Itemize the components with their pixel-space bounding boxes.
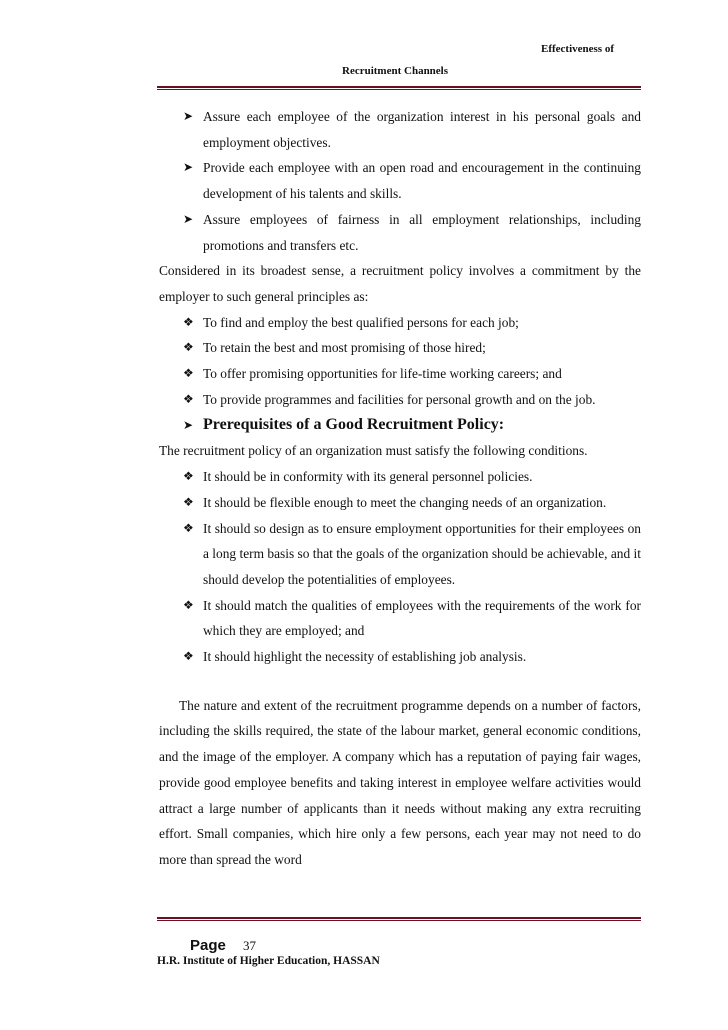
list-item bbox=[159, 335, 641, 361]
page-label: Page bbox=[190, 937, 226, 954]
spacer bbox=[159, 670, 641, 693]
paragraph: The nature and extent of the recruitment programme depends on a number of factors, including the skills required, the state of the labour market, general economic conditions, and the image of the employer. A company which has a reputation of paying fair wages, provide good employee benefits and taking interest in employee welfare activities would attract a large number of applicants than it needs without making any extra recruiting effort. Small companies, which hire only a few persons, each year may not need to do more than spread the word bbox=[159, 697, 641, 867]
section-heading-text: Prerequisites of a Good Recruitment Policy: bbox=[203, 416, 505, 434]
list-item-text: It should so design as to ensure employment opportunities for their employees on a long term basis so that the goals of the organization should be achievable, and it should develop the potentialities of employees. bbox=[203, 520, 641, 587]
list-item bbox=[159, 644, 641, 670]
list-item-text: It should match the qualities of employees with the requirements of the work for which they are employed; and bbox=[203, 597, 641, 639]
list-item bbox=[159, 593, 641, 644]
page-number: 37 bbox=[243, 938, 256, 953]
arrow-bullet-icon: ➤ bbox=[183, 160, 194, 175]
list-item-text: It should be in conformity with its general personnel policies. bbox=[203, 469, 533, 485]
list-item bbox=[159, 155, 641, 206]
header-rule bbox=[157, 86, 641, 90]
list-item bbox=[159, 490, 641, 516]
list-item bbox=[159, 361, 641, 387]
list-item-text: To retain the best and most promising of those hired; bbox=[203, 340, 486, 356]
list-item-text: To offer promising opportunities for life-time working careers; and bbox=[203, 366, 562, 382]
arrow-bullet-icon: ➤ bbox=[183, 211, 194, 226]
header-title-line1: Effectiveness of bbox=[541, 43, 615, 55]
list-item-text: It should be flexible enough to meet the changing needs of an organization. bbox=[203, 494, 607, 510]
list-item-text: Assure each employee of the organization interest in his personal goals and employment objectives. bbox=[203, 109, 641, 150]
paragraph: The recruitment policy of an organization must satisfy the following conditions. bbox=[159, 443, 588, 459]
header-title-line2: Recruitment Channels bbox=[342, 65, 449, 77]
footer-institute: H.R. Institute of Higher Education, HASSAN bbox=[157, 955, 380, 967]
diamond-bullet-icon: ❖ bbox=[183, 366, 194, 381]
list-item-text: Assure employees of fairness in all employment relationships, including promotions and transfers etc. bbox=[203, 211, 641, 253]
list-item bbox=[159, 104, 641, 155]
list-item-text: Provide each employee with an open road and encouragement in the continuing development of his talents and skills. bbox=[203, 160, 641, 202]
list-item-text: To provide programmes and facilities for personal growth and on the job. bbox=[203, 391, 596, 407]
arrow-bullet-icon: ➤ bbox=[183, 109, 194, 123]
arrow-bullet-icon: ➤ bbox=[183, 418, 194, 433]
diamond-bullet-icon: ❖ bbox=[183, 314, 194, 329]
diamond-bullet-icon: ❖ bbox=[183, 494, 194, 509]
diamond-bullet-icon: ❖ bbox=[183, 597, 194, 612]
list-item bbox=[159, 464, 641, 490]
paragraph: Considered in its broadest sense, a recruitment policy involves a commitment by the employer to such general principles as: bbox=[159, 263, 641, 304]
footer-rule bbox=[157, 917, 641, 921]
list-item bbox=[159, 387, 641, 413]
diamond-bullet-icon: ❖ bbox=[183, 520, 194, 535]
list-item-text: It should highlight the necessity of establishing job analysis. bbox=[203, 649, 527, 665]
diamond-bullet-icon: ❖ bbox=[183, 340, 194, 355]
page-content bbox=[159, 104, 641, 873]
list-item bbox=[159, 310, 641, 336]
diamond-bullet-icon: ❖ bbox=[183, 469, 194, 484]
diamond-bullet-icon: ❖ bbox=[183, 649, 194, 664]
section-heading bbox=[159, 412, 641, 438]
list-item bbox=[159, 516, 641, 593]
list-item-text: To find and employ the best qualified persons for each job; bbox=[203, 314, 519, 330]
diamond-bullet-icon: ❖ bbox=[183, 391, 194, 406]
list-item bbox=[159, 207, 641, 258]
